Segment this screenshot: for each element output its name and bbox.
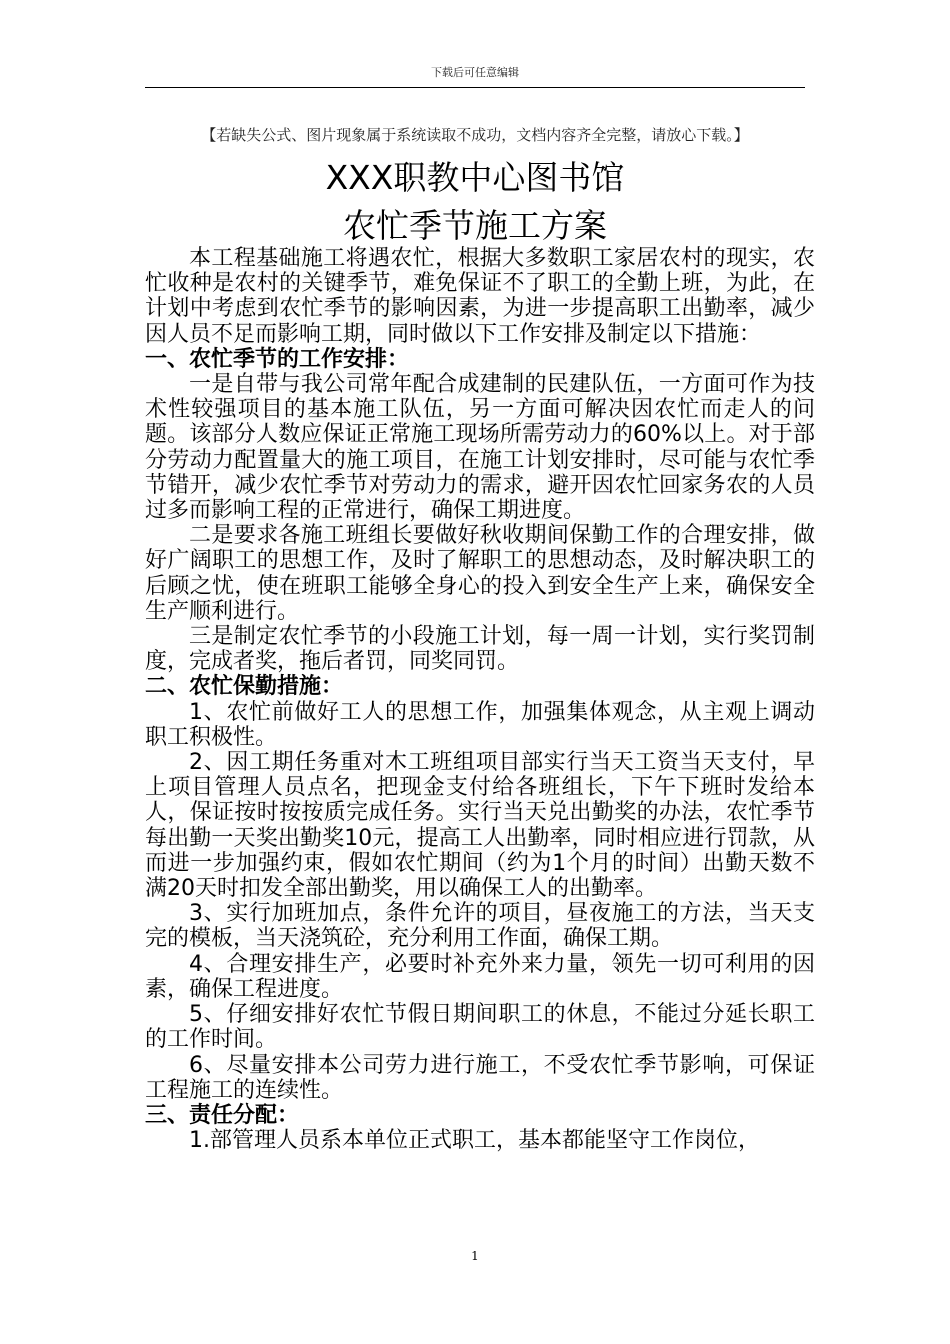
section1-paragraph-3: 三是制定农忙季节的小段施工计划，每一周一计划，实行奖罚制度，完成者奖，拖后者罚，同奖同罚。 xyxy=(145,624,815,675)
header-note: 下载后可任意编辑 xyxy=(431,66,519,79)
section2-item: 3、实行加班加点，条件允许的项目，昼夜施工的方法，当天支完的模板，当天浇筑砼，充分利用工作面，确保工期。 xyxy=(145,901,815,952)
section-heading-2: 二、农忙保勤措施： xyxy=(145,674,344,700)
section2-item: 5、仔细安排好农忙节假日期间职工的休息，不能过分延长职工的工作时间。 xyxy=(145,1002,815,1053)
section2-item: 2、因工期任务重对木工班组项目部实行当天工资当天支付，早上项目管理人员点名，把现金支付给各班组长，下午下班时发给本人，保证按时按按质完成任务。实行当天兑出勤奖的办法，农忙季节每出勤一天奖出勤奖10元，提高工人出勤率，同时相应进行罚款，从而进一步加强约束，假如农忙期间（约为1个月的时间）出勤天数不满20天时扣发全部出勤奖，用以确保工人的出勤率。 xyxy=(145,750,815,902)
section2-item: 4、合理安排生产，必要时补充外来力量，领先一切可利用的因素，确保工程进度。 xyxy=(145,951,815,1002)
section3-paragraph-1: 1.部管理人员系本单位正式职工，基本都能坚守工作岗位， xyxy=(189,1128,760,1154)
document-title-line2: 农忙季节施工方案 xyxy=(343,206,607,245)
section-heading-1: 一、农忙季节的工作安排： xyxy=(145,346,410,372)
section1-paragraph-2: 二是要求各施工班组长要做好秋收期间保勤工作的合理安排，做好广阔职工的思想工作，及时了解职工的思想动态，及时解决职工的后顾之忧，使在班职工能够全身心的投入到安全生产上来，确保安全生产顺利进行。 xyxy=(145,523,815,624)
section1-paragraph-1: 一是自带与我公司常年配合成建制的民建队伍，一方面可作为技术性较强项目的基本施工队伍，另一方面可解决因农忙而走人的问题。该部分人数应保证正常施工现场所需劳动力的60%以上。对于部分劳动力配置量大的施工项目，在施工计划安排时，尽可能与农忙季节错开，减少农忙季节对劳动力的需求，避开因农忙回家务农的人员过多而影响工程的正常进行，确保工期进度。 xyxy=(145,372,815,524)
intro-paragraph: 本工程基础施工将遇农忙，根据大多数职工家居农村的现实，农忙收种是农村的关键季节，难免保证不了职工的全勤上班，为此，在计划中考虑到农忙季节的影响因素，为进一步提高职工出勤率，减少因人员不足而影响工期，同时做以下工作安排及制定以下措施： xyxy=(145,246,815,347)
header-divider xyxy=(145,87,805,88)
section2-item: 1、农忙前做好工人的思想工作，加强集体观念，从主观上调动职工积极性。 xyxy=(145,699,815,750)
page-number: 1 xyxy=(471,1249,479,1263)
document-title-line1: XXX职教中心图书馆 xyxy=(325,158,625,197)
section-heading-3: 三、责任分配： xyxy=(145,1102,300,1128)
document-body xyxy=(145,246,815,1153)
download-notice: 【若缺失公式、图片现象属于系统读取不成功，文档内容齐全完整，请放心下载。】 xyxy=(201,126,749,144)
section2-item: 6、尽量安排本公司劳力进行施工，不受农忙季节影响，可保证工程施工的连续性。 xyxy=(145,1052,815,1103)
